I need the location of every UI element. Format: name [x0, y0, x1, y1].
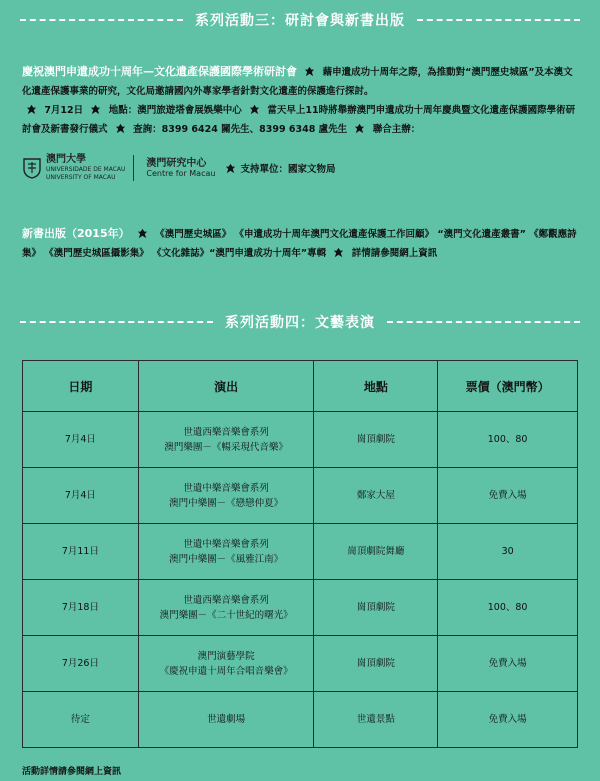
books-block — [22, 224, 582, 263]
seal-icon — [137, 228, 148, 239]
cell-price: 免費入場 — [438, 636, 578, 692]
books-list: 《澳門歷史城區》 《申遺成功十周年澳門文化遺產保護工作回顧》 “澳門文化遺產叢書” 《鄭觀應詩集》 《澳門歷史城區攝影集》 《文化雜誌》“澳門申遺成功十周年”專輯 — [22, 229, 577, 259]
cell-venue: 崗頂劇院舞廳 — [314, 524, 438, 580]
um-name-cn: 澳門大學 — [46, 154, 86, 165]
seminar-headline: 慶祝澳門申遺成功十周年—文化遺產保護國際學術研討會 — [22, 65, 297, 78]
table-row — [23, 524, 578, 580]
show-line1: 世遺西樂音樂會系列 — [183, 426, 269, 438]
um-name-pt: UNIVERSIDADE DE MACAU — [46, 166, 126, 173]
section4-header — [0, 312, 600, 332]
dash-divider — [20, 321, 213, 323]
cell-show — [138, 636, 314, 692]
cell-date: 7月11日 — [23, 524, 139, 580]
seminar-timeinfo: 當天早上11時將舉辦澳門申遺成功十周年慶典暨文化遺產保護國際學術研討會及新書發行儀式 — [22, 105, 576, 135]
cell-show — [138, 412, 314, 468]
cell-date: 7月26日 — [23, 636, 139, 692]
section3-header — [0, 10, 600, 30]
show-line2: 澳門中樂團－《風雅江南》 — [169, 553, 284, 565]
header-date: 日期 — [23, 361, 139, 412]
show-line2: 《慶祝申遺十周年合唱音樂會》 — [159, 665, 293, 677]
cm-name-en: Centre for Macau — [146, 169, 216, 178]
cell-venue: 世遺景點 — [314, 692, 438, 748]
cell-venue: 崗頂劇院 — [314, 580, 438, 636]
dash-divider — [387, 321, 580, 323]
logo-separator — [133, 155, 134, 181]
dash-divider — [417, 19, 580, 21]
cell-show — [138, 468, 314, 524]
cell-venue: 崗頂劇院 — [314, 412, 438, 468]
show-line1: 世遺中樂音樂會系列 — [183, 538, 269, 550]
cell-price: 100、80 — [438, 580, 578, 636]
cell-date: 7月18日 — [23, 580, 139, 636]
section3-title: 系列活動三：研討會與新書出版 — [195, 13, 405, 29]
seminar-organizer: 聯合主辦： — [372, 124, 421, 135]
um-logo — [22, 154, 125, 182]
cell-price: 100、80 — [438, 412, 578, 468]
seminar-venue: 地點：澳門旅遊塔會展娛樂中心 — [108, 105, 242, 116]
cell-venue: 崗頂劇院 — [314, 636, 438, 692]
seal-icon — [26, 104, 37, 115]
table-row — [23, 692, 578, 748]
table-header-row — [23, 361, 578, 412]
seminar-block — [22, 62, 582, 139]
cm-name-cn: 澳門研究中心 — [146, 158, 207, 169]
seal-icon — [90, 104, 101, 115]
show-line2: 澳門樂團－《暢采現代音樂》 — [164, 441, 288, 453]
table-row — [23, 412, 578, 468]
seal-icon — [333, 247, 344, 258]
seal-icon — [249, 104, 260, 115]
footnote: 活動詳情請參閱網上資訊 — [22, 767, 122, 777]
seal-icon — [115, 123, 126, 134]
cell-price: 免費入場 — [438, 468, 578, 524]
show-line1: 世遺西樂音樂會系列 — [183, 594, 269, 606]
cell-price: 30 — [438, 524, 578, 580]
table-row — [23, 636, 578, 692]
seminar-enquiry: 查詢：8399 6424 關先生、8399 6348 盧先生 — [133, 124, 348, 135]
show-line1: 世遺劇場 — [207, 714, 246, 725]
organizer-logos — [22, 152, 335, 184]
um-name-en: UNIVERSITY OF MACAU — [46, 174, 116, 181]
seminar-date: 7月12日 — [44, 105, 84, 116]
cm-logo — [142, 158, 215, 178]
show-line1: 世遺中樂音樂會系列 — [183, 482, 269, 494]
cell-show — [138, 524, 314, 580]
table-row — [23, 468, 578, 524]
dash-divider — [20, 19, 183, 21]
show-line1: 澳門演藝學院 — [197, 650, 255, 662]
books-more: 詳情請參閱網上資訊 — [351, 248, 438, 259]
show-line2: 澳門中樂團－《戀戀仲夏》 — [169, 497, 284, 509]
show-line2: 澳門樂團－《二十世紀的曙光》 — [159, 609, 293, 621]
cell-date: 7月4日 — [23, 412, 139, 468]
cell-show — [138, 692, 314, 748]
header-price: 票價（澳門幣） — [438, 361, 578, 412]
seal-icon — [354, 123, 365, 134]
section4-title: 系列活動四：文藝表演 — [225, 315, 375, 331]
cell-date: 7月4日 — [23, 468, 139, 524]
seal-icon — [225, 163, 236, 174]
seal-icon — [304, 66, 315, 77]
performance-table — [22, 360, 578, 748]
um-crest-icon — [22, 157, 42, 179]
books-headline: 新書出版（2015年） — [22, 227, 130, 240]
cell-venue: 鄭家大屋 — [314, 468, 438, 524]
cell-price: 免費入場 — [438, 692, 578, 748]
seminar-desc: 藉申遺成功十周年之際，為推動對“澳門歷史城區”及本澳文化遺產保護事業的研究，文化局邀請國內外專家學者針對文化遺產的保護進行探討。 — [22, 67, 573, 97]
support-unit: 支持單位：國家文物局 — [240, 164, 336, 175]
header-show: 演出 — [138, 361, 314, 412]
header-venue: 地點 — [314, 361, 438, 412]
cell-show — [138, 580, 314, 636]
table-row — [23, 580, 578, 636]
cell-date: 待定 — [23, 692, 139, 748]
